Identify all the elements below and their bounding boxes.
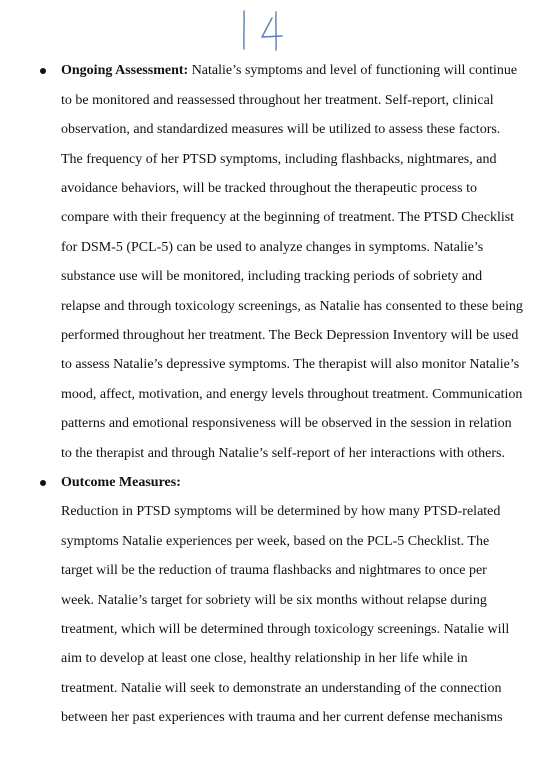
- text-line: compare with their frequency at the beginning of treatment. The PTSD Checklist: [61, 210, 515, 225]
- text-line: to assess Natalie’s depressive symptoms. The therapist will also monitor Natalie’s: [61, 357, 520, 372]
- text-line: substance use will be monitored, including tracking periods of sobriety and: [61, 269, 483, 284]
- text-line: relapse and through toxicology screenings, as Natalie has consented to these being: [61, 299, 523, 314]
- text-line: to the therapist and through Natalie’s self-report of her interactions with others.: [61, 446, 505, 461]
- text-line: week. Natalie’s target for sobriety will be six months without relapse during: [61, 593, 487, 608]
- text-line: performed throughout her treatment. The Beck Depression Inventory will be used: [61, 328, 519, 343]
- text-line: between her past experiences with trauma and her current defense mechanisms: [61, 710, 503, 725]
- bullet-point: [40, 480, 46, 486]
- page-number-drawing: [232, 8, 302, 52]
- text-line-content: Natalie’s symptoms and level of functioning will continue: [188, 63, 518, 78]
- text-line: symptoms Natalie experiences per week, based on the PCL-5 Checklist. The: [61, 534, 490, 549]
- handwritten-page-number: [232, 8, 302, 52]
- section-heading: Ongoing Assessment:: [61, 63, 189, 78]
- text-line: aim to develop at least one close, healthy relationship in her life while in: [61, 651, 468, 666]
- text-line: observation, and standardized measures will be utilized to assess these factors.: [61, 122, 501, 137]
- text-line: avoidance behaviors, will be tracked throughout the therapeutic process to: [61, 181, 477, 196]
- text-line: to be monitored and reassessed throughout her treatment. Self-report, clinical: [61, 93, 494, 108]
- text-line: [61, 62, 517, 80]
- text-line: Reduction in PTSD symptoms will be determined by how many PTSD-related: [61, 504, 501, 519]
- bullet-point: [40, 68, 46, 74]
- text-line: The frequency of her PTSD symptoms, including flashbacks, nightmares, and: [61, 152, 497, 167]
- text-line: mood, affect, motivation, and energy levels throughout treatment. Communication: [61, 387, 523, 402]
- text-line: treatment. Natalie will seek to demonstrate an understanding of the connection: [61, 681, 502, 696]
- text-line: treatment, which will be determined through toxicology screenings. Natalie will: [61, 622, 510, 637]
- text-line: patterns and emotional responsiveness will be observed in the session in relation: [61, 416, 512, 431]
- section-heading: Outcome Measures:: [61, 475, 181, 490]
- text-line: target will be the reduction of trauma flashbacks and nightmares to once per: [61, 563, 487, 578]
- text-line: for DSM-5 (PCL-5) can be used to analyze changes in symptoms. Natalie’s: [61, 240, 484, 255]
